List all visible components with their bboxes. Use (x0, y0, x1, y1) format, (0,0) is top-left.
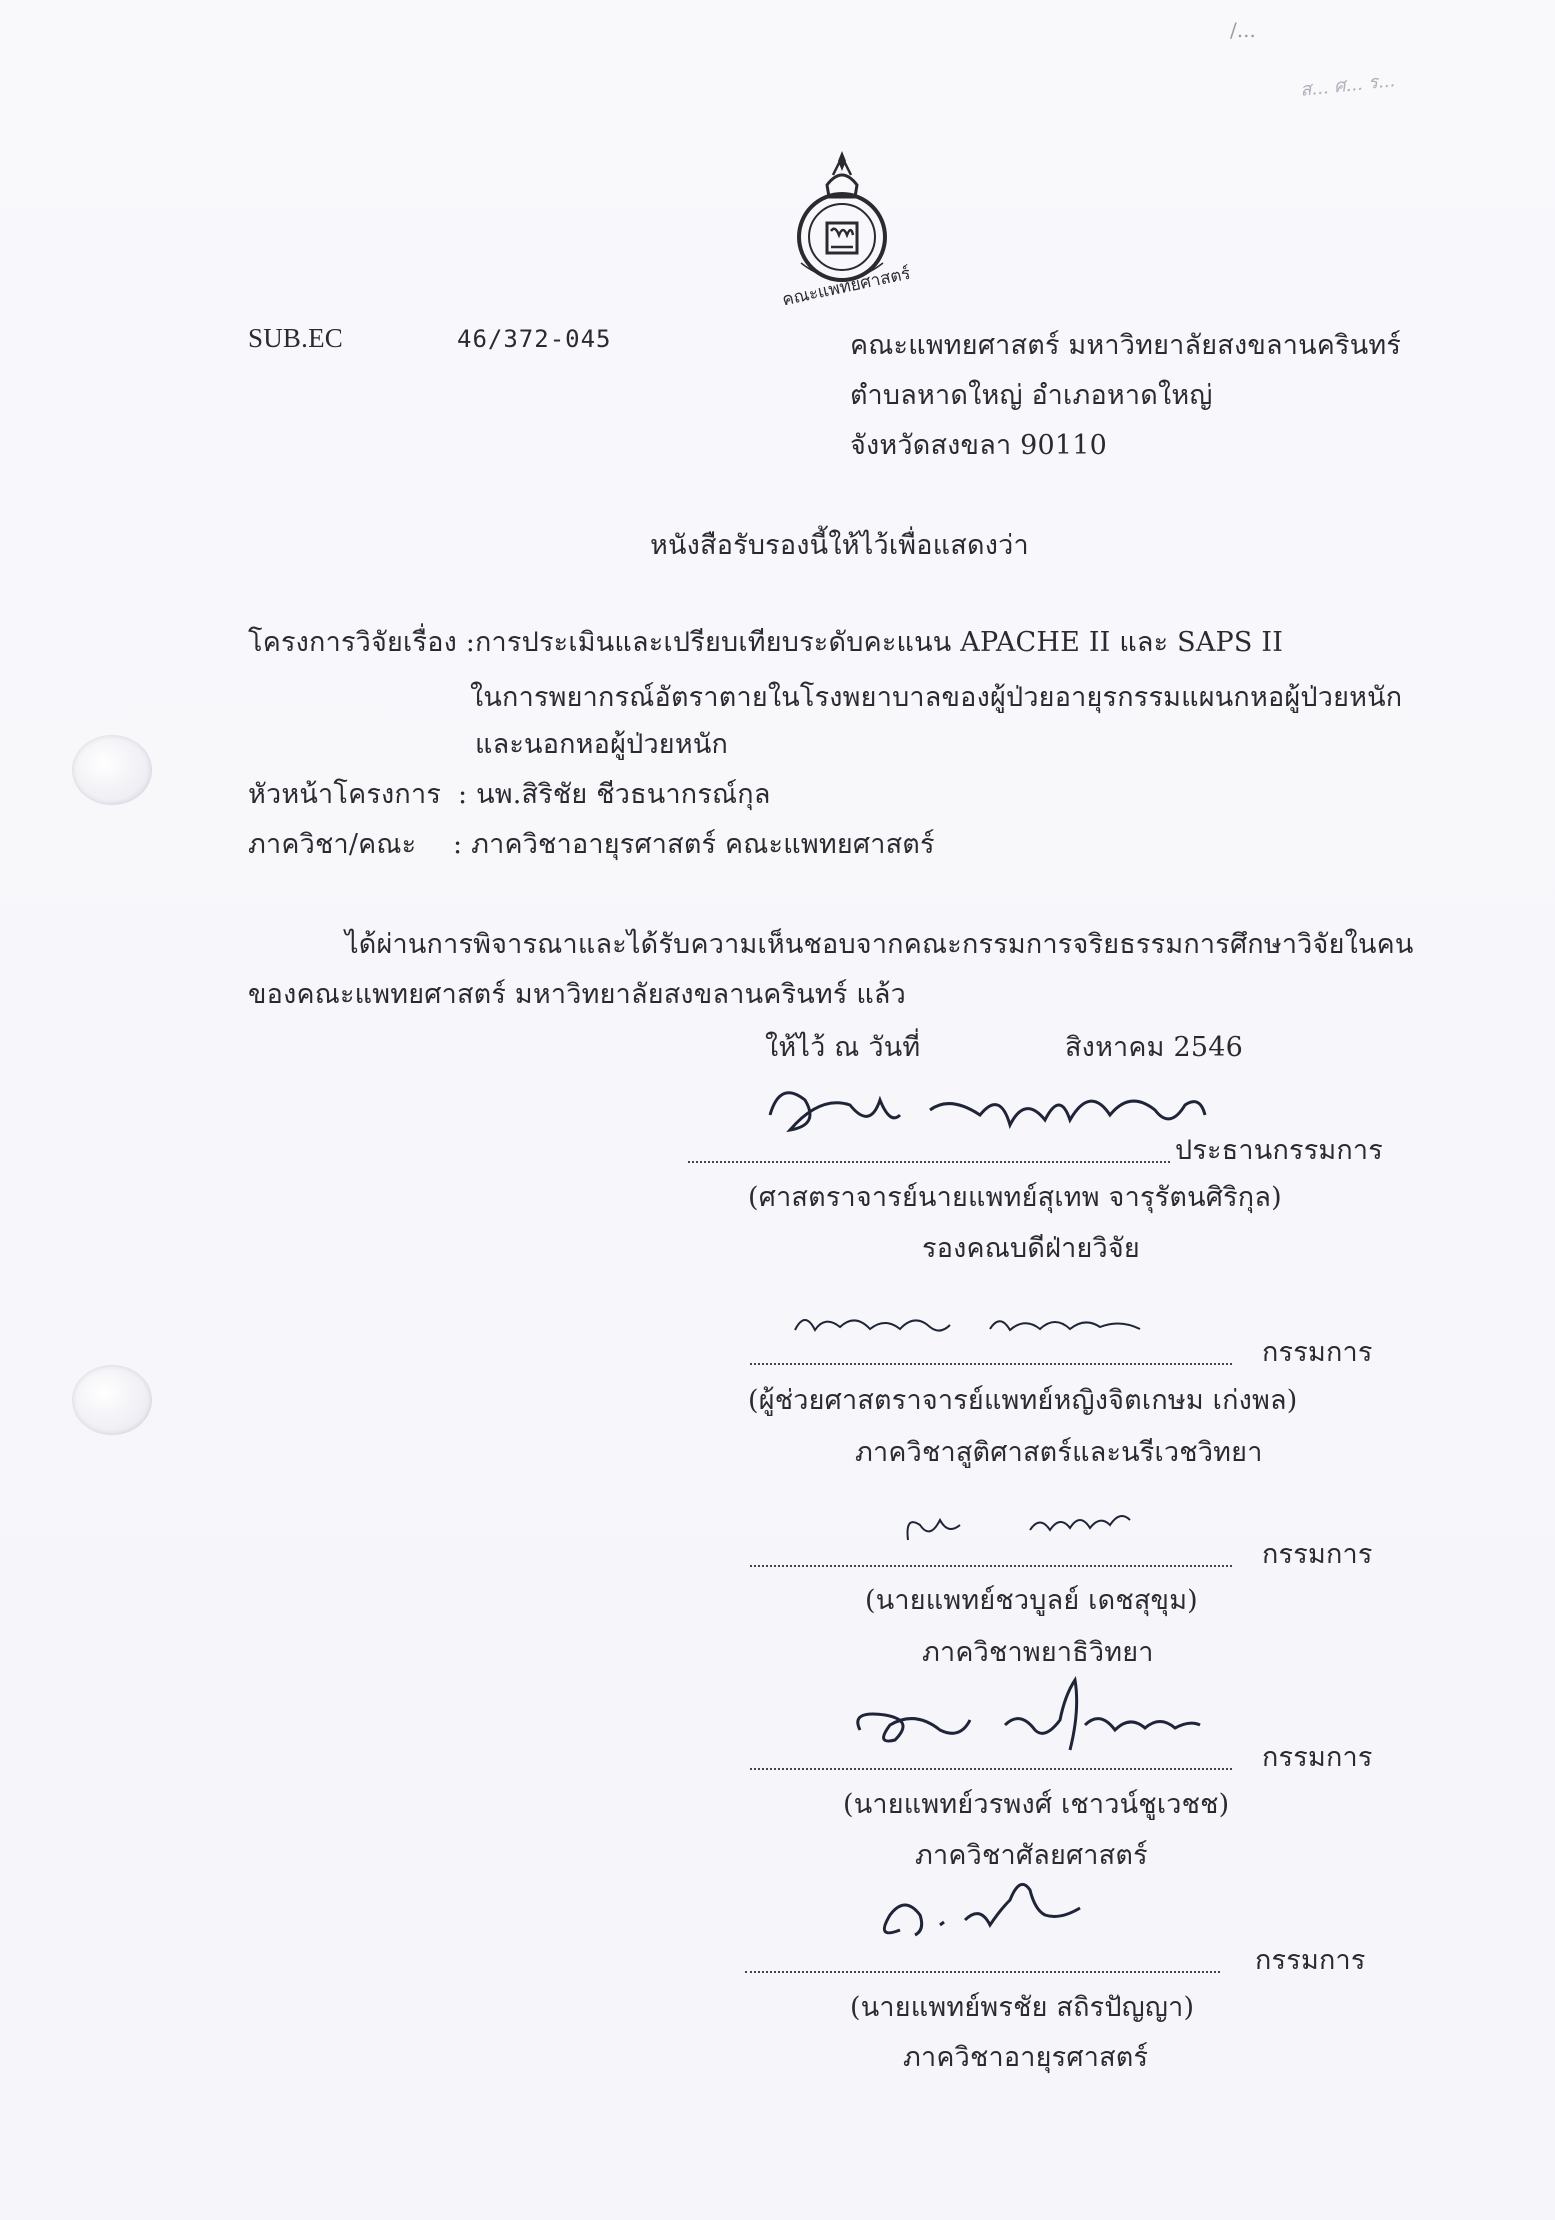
date-month-year: สิงหาคม 2546 (1065, 1032, 1243, 1063)
project-title-line: และนอกหอผู้ป่วยหนัก (475, 729, 729, 760)
signature-line (688, 1148, 1170, 1167)
project-label: โครงการวิจัยเรื่อง : (248, 627, 476, 658)
signatory-position: รองคณบดีฝ่ายวิจัย (922, 1233, 1140, 1264)
faculty-seal-logo (775, 145, 913, 311)
address-line: คณะแพทยศาสตร์ มหาวิทยาลัยสงขลานครินทร์ (850, 330, 1402, 361)
dept-label: ภาควิชา/คณะ (248, 829, 417, 860)
signature-member (870, 1870, 1110, 1954)
head-label: หัวหน้าโครงการ (248, 779, 442, 810)
certificate-title: หนังสือรับรองนี้ให้ไว้เพื่อแสดงว่า (650, 530, 1029, 561)
seal-caption: คณะแพทยศาสตร์ (780, 263, 913, 311)
signatory-position: ภาควิชาศัลยศาสตร์ (915, 1840, 1148, 1871)
body-line: ของคณะแพทยศาสตร์ มหาวิทยาลัยสงขลานครินทร์ แล้ว (248, 979, 907, 1010)
signature-chair (760, 1075, 1210, 1154)
signature-role: ประธานกรรมการ (1175, 1135, 1384, 1166)
signature-role: กรรมการ (1262, 1742, 1373, 1773)
project-title-line: ในการพยากรณ์อัตราตายในโรงพยาบาลของผู้ป่วยอายุรกรรมแผนกหอผู้ป่วยหนัก (470, 682, 1403, 713)
project-title-line: การประเมินและเปรียบเทียบระดับคะแนน APACHE II และ SAPS II (475, 627, 1284, 658)
signature-role: กรรมการ (1262, 1539, 1373, 1570)
signature-line (750, 1350, 1232, 1369)
punch-hole (72, 1365, 152, 1435)
date-given-at: ให้ไว้ ณ วันที่ (765, 1032, 921, 1063)
ref-label: SUB.EC (248, 323, 343, 353)
signature-role: กรรมการ (1262, 1337, 1373, 1368)
signatory-position: ภาควิชาพยาธิวิทยา (922, 1637, 1154, 1668)
corner-mark: /... (1230, 18, 1256, 42)
signatory-name: (ผู้ช่วยศาสตราจารย์แพทย์หญิงจิตเกษม เก่งพล) (748, 1385, 1298, 1416)
signatory-name: (นายแพทย์พรชัย สถิรปัญญา) (850, 1992, 1195, 2023)
address-line: ตำบลหาดใหญ่ อำเภอหาดใหญ่ (850, 380, 1213, 411)
address-line: จังหวัดสงขลา 90110 (850, 430, 1107, 461)
signature-member (790, 1305, 1160, 1349)
signature-line (750, 1552, 1232, 1571)
signature-role: กรรมการ (1255, 1945, 1366, 1976)
signatory-name: (นายแพทย์ชวบูลย์ เดชสุขุม) (865, 1585, 1198, 1616)
body-line: ได้ผ่านการพิจารณาและได้รับความเห็นชอบจากคณะกรรมการจริยธรรมการศึกษาวิจัยในคน (345, 929, 1414, 960)
signature-line (750, 1755, 1232, 1774)
signatory-name: (ศาสตราจารย์นายแพทย์สุเทพ จารุรัตนศิริกุล) (748, 1182, 1282, 1213)
signature-member (900, 1500, 1150, 1554)
ref-number: 46/372-045 (457, 325, 612, 353)
punch-hole (72, 735, 152, 805)
signatory-position: ภาควิชาสูติศาสตร์และนรีเวชวิทยา (855, 1437, 1263, 1468)
corner-scribble: ส... ศ... ร... (1299, 70, 1396, 101)
signature-member (845, 1670, 1205, 1759)
head-value: : นพ.สิริชัย ชีวธนากรณ์กุล (458, 779, 771, 810)
signatory-name: (นายแพทย์วรพงศ์ เชาวน์ชูเวชช) (843, 1789, 1230, 1820)
signature-line (745, 1958, 1220, 1977)
signatory-position: ภาควิชาอายุรศาสตร์ (903, 2042, 1149, 2073)
dept-value: : ภาควิชาอายุรศาสตร์ คณะแพทยศาสตร์ (453, 829, 935, 860)
